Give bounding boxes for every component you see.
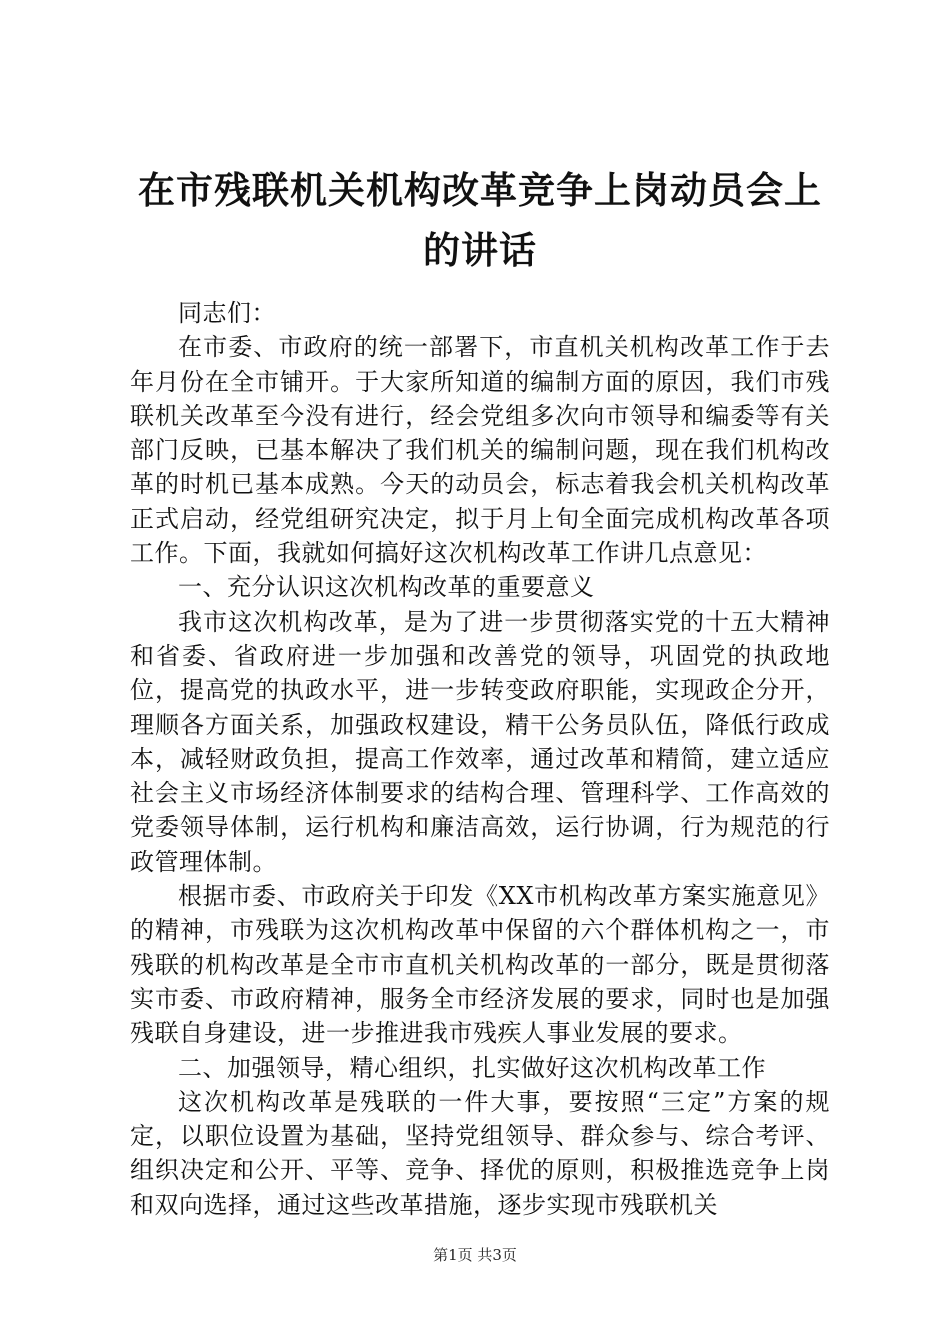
document-body xyxy=(130,296,830,1222)
intro-paragraph: 在市委、市政府的统一部署下，市直机关机构改革工作于去年月份在全市铺开。于大家所知道的编制方面的原因，我们市残联机关改革至今没有进行，经会党组多次向市领导和编委等有关部门反映，已基本解决了我们机关的编制问题，现在我们机构改革的时机已基本成熟。今天的动员会，标志着我会机关机构改革正式启动，经党组研究决定，拟于月上旬全面完成机构改革各项工作。下面，我就如何搞好这次机构改革工作讲几点意见： xyxy=(130,333,830,568)
document-title: 在市残联机关机构改革竞争上岗动员会上的讲话 xyxy=(138,168,822,272)
salutation-paragraph: 同志们： xyxy=(178,299,276,327)
section-2-paragraph-1: 这次机构改革是残联的一件大事，要按照“三定”方案的规定，以职位设置为基础，坚持党组领导、群众参与、综合考评、组织决定和公开、平等、竞争、择优的原则，积极推选竞争上岗和双向选择，通过这些改革措施，逐步实现市残联机关 xyxy=(130,1087,830,1219)
page-number-footer: 第1页 共3页 xyxy=(433,1246,517,1264)
section-heading-2: 二、加强领导，精心组织，扎实做好这次机构改革工作 xyxy=(178,1053,766,1082)
section-1-paragraph-1: 我市这次机构改革，是为了进一步贯彻落实党的十五大精神和省委、省政府进一步加强和改善党的领导，巩固党的执政地位，提高党的执政水平，进一步转变政府职能，实现政企分开，理顺各方面关系，加强政权建设，精干公务员队伍，降低行政成本，减轻财政负担，提高工作效率，通过改革和精简，建立适应社会主义市场经济体制要求的结构合理、管理科学、工作高效的党委领导体制，运行机构和廉洁高效，运行协调，行为规范的行政管理体制。 xyxy=(130,607,830,876)
section-1-paragraph-2: 根据市委、市政府关于印发《XX市机构改革方案实施意见》的精神，市残联为这次机构改革中保留的六个群体机构之一，市残联的机构改革是全市市直机关机构改革的一部分，既是贯彻落实市委、市政府精神，服务全市经济发展的要求，同时也是加强残联自身建设，进一步推进我市残疾人事业发展的要求。 xyxy=(130,882,830,1048)
section-heading-1: 一、充分认识这次机构改革的重要意义 xyxy=(178,573,595,602)
